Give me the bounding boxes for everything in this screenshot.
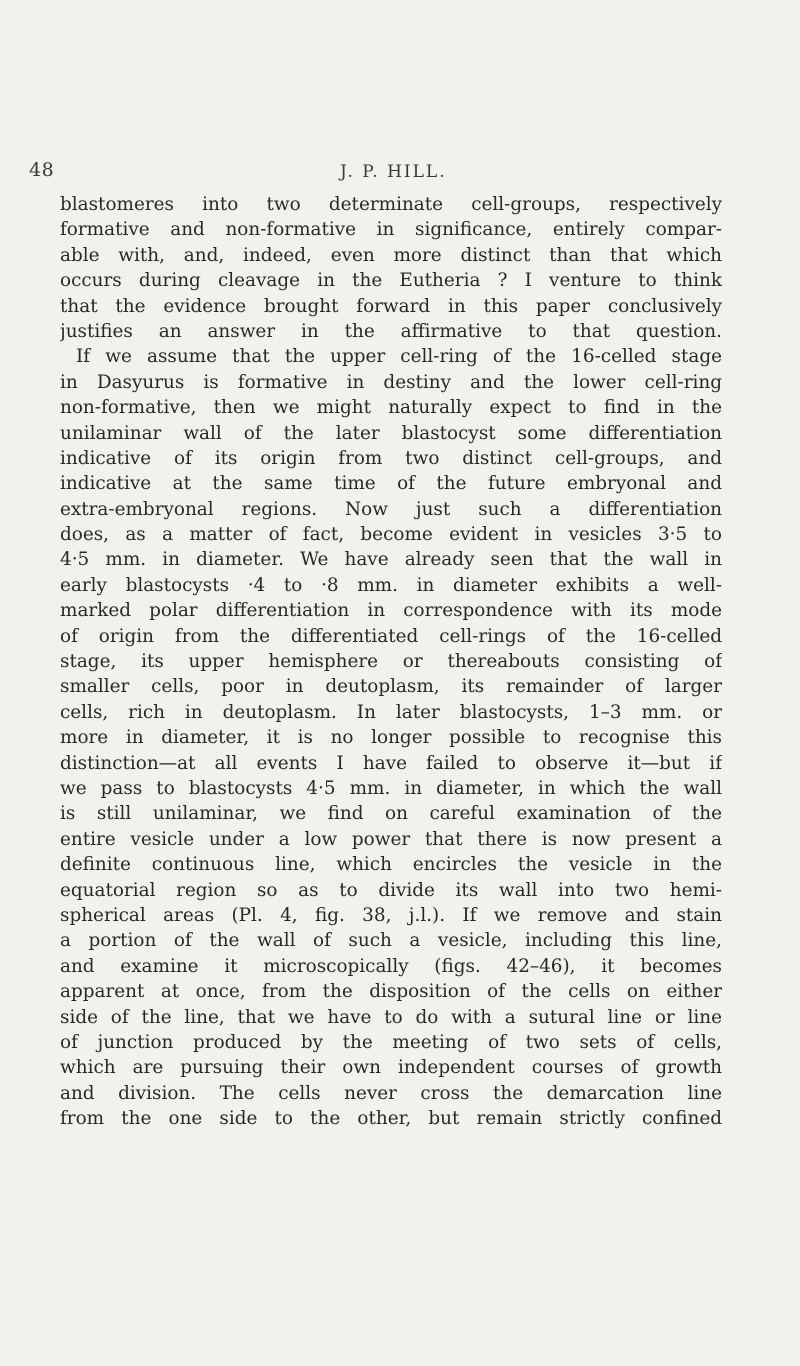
text-line: and division. The cells never cross the demarcation line bbox=[60, 1082, 722, 1104]
text-line: If we assume that the upper cell-ring of the 16-celled stage bbox=[76, 346, 722, 368]
text-line: distinction—at all events I have failed to observe it—but if bbox=[60, 752, 722, 774]
text-line: indicative of its origin from two distinct cell-groups, and bbox=[60, 447, 722, 469]
text-line: from the one side to the other, but remain strictly confined bbox=[60, 1108, 722, 1130]
text-line: marked polar differentiation in correspondence with its mode bbox=[60, 600, 722, 622]
text-line: unilaminar wall of the later blastocyst some differentiation bbox=[60, 422, 722, 444]
text-line: which are pursuing their own independent courses of growth bbox=[60, 1057, 722, 1079]
text-line: side of the line, that we have to do with a sutural line or line bbox=[60, 1006, 722, 1028]
text-line: occurs during cleavage in the Eutheria ? I venture to think bbox=[60, 270, 722, 292]
text-line: early blastocysts ·4 to ·8 mm. in diameter exhibits a well- bbox=[60, 574, 722, 596]
text-line: justifies an answer in the affirmative to that question. bbox=[60, 320, 722, 342]
text-line: 4·5 mm. in diameter. We have already seen that the wall in bbox=[60, 549, 722, 571]
text-line: does, as a matter of fact, become evident in vesicles 3·5 to bbox=[60, 524, 722, 546]
text-line: that the evidence brought forward in this paper conclusively bbox=[60, 295, 722, 317]
text-line: entire vesicle under a low power that there is now present a bbox=[60, 828, 722, 850]
text-line: indicative at the same time of the future embryonal and bbox=[60, 473, 722, 495]
running-head: J. P. HILL. bbox=[340, 162, 447, 182]
text-line: definite continuous line, which encircles the vesicle in the bbox=[60, 854, 722, 876]
text-line: spherical areas (Pl. 4, fig. 38, j.l.). If we remove and stain bbox=[60, 904, 722, 926]
text-line: a portion of the wall of such a vesicle, including this line, bbox=[60, 930, 722, 952]
text-line: able with, and, indeed, even more distinct than that which bbox=[60, 244, 722, 266]
page-number: 48 bbox=[29, 159, 55, 181]
text-line: extra-embryonal regions. Now just such a differentiation bbox=[60, 498, 722, 520]
text-line: of origin from the differentiated cell-rings of the 16-celled bbox=[60, 625, 722, 647]
text-line: in Dasyurus is formative in destiny and the lower cell-ring bbox=[60, 371, 722, 393]
body-text bbox=[60, 192, 722, 1131]
text-line: equatorial region so as to divide its wall into two hemi- bbox=[60, 879, 722, 901]
text-line: smaller cells, poor in deutoplasm, its remainder of larger bbox=[60, 676, 722, 698]
text-line: of junction produced by the meeting of two sets of cells, bbox=[60, 1031, 722, 1053]
text-line: non-formative, then we might naturally expect to find in the bbox=[60, 397, 722, 419]
text-line: apparent at once, from the disposition of the cells on either bbox=[60, 981, 722, 1003]
text-line: is still unilaminar, we find on careful examination of the bbox=[60, 803, 722, 825]
text-line: more in diameter, it is no longer possible to recognise this bbox=[60, 727, 722, 749]
text-line: formative and non-formative in significance, entirely compar- bbox=[60, 219, 722, 241]
text-line: stage, its upper hemisphere or thereabouts consisting of bbox=[60, 651, 722, 673]
text-line: blastomeres into two determinate cell-groups, respectively bbox=[60, 194, 722, 215]
text-line: cells, rich in deutoplasm. In later blastocysts, 1–3 mm. or bbox=[60, 701, 722, 723]
text-line: and examine it microscopically (figs. 42–46), it becomes bbox=[60, 955, 722, 977]
text-line: we pass to blastocysts 4·5 mm. in diameter, in which the wall bbox=[60, 777, 722, 799]
